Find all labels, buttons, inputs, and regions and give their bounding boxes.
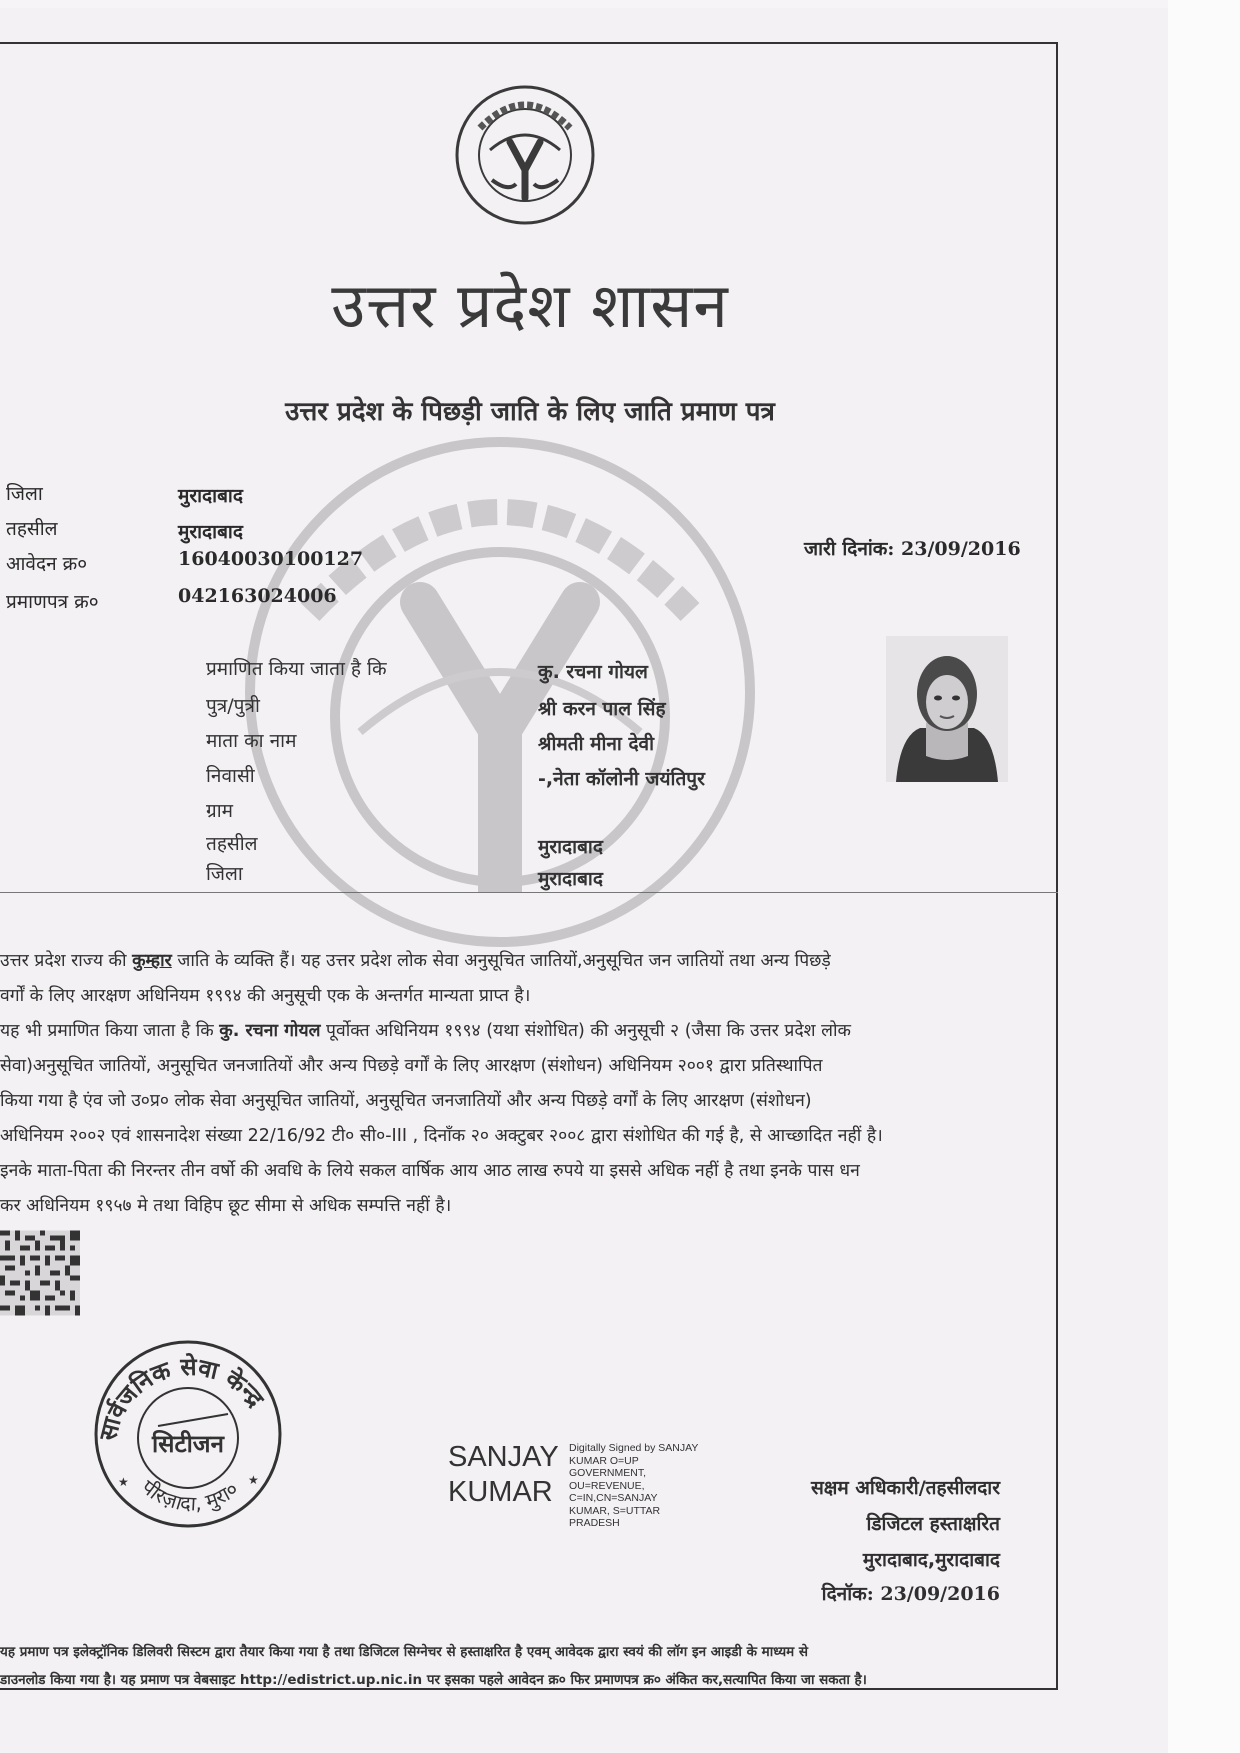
body-line: सेवा)अनुसूचित जातियों, अनुसूचित जनजातियों और अन्य पिछड़े वर्गों के लिए आरक्षण (संशोधन) अधिनियम २००१ द्वारा प्रतिस्थापित	[0, 1056, 823, 1076]
father-name: श्री करन पाल सिंह	[538, 698, 666, 720]
digital-signature-name	[448, 1440, 559, 1510]
authority-date: दिनॉक: 23/09/2016	[821, 1583, 1000, 1605]
body-text: जाति के व्यक्ति हैं। यह उत्तर प्रदेश लोक सेवा अनुसूचित जातियों,अनुसूचित जन जातियों तथा अन्य पिछड़े	[171, 951, 831, 971]
svg-text:पीरज़ादा, मुरा०	[137, 1475, 243, 1516]
field-label: तहसील	[206, 833, 258, 855]
sign-detail-line: GOVERNMENT,	[569, 1467, 647, 1479]
signer-last-name: KUMAR	[448, 1476, 553, 1508]
field-label: पुत्र/पुत्री	[206, 695, 260, 717]
certificate-number-label: प्रमाणपत्र क्र०	[6, 591, 99, 613]
field-district: मुरादाबाद	[538, 868, 603, 890]
sign-detail-line: Digitally Signed by SANJAY	[569, 1442, 699, 1454]
body-line: इनके माता-पिता की निरन्तर तीन वर्षो की अवधि के लिये सकल वार्षिक आय आठ लाख रुपये या इससे अधिक नहीं है तथा इनके पास धन	[0, 1161, 860, 1181]
application-number-value: 16040030100127	[178, 548, 364, 570]
stamp-bottom-text: पीरज़ादा, मुरा०	[137, 1474, 243, 1516]
residence: -,नेता कॉलोनी जयंतिपुर	[538, 768, 705, 790]
sign-detail-line: C=IN,CN=SANJAY	[569, 1492, 658, 1504]
application-number-label: आवेदन क्र०	[6, 553, 88, 575]
holder-name-inline: कु. रचना गोयल	[219, 1021, 321, 1041]
citizen-service-center-stamp	[88, 1334, 288, 1534]
field-label: प्रमाणित किया जाता है कि	[206, 658, 387, 680]
field-label: माता का नाम	[206, 730, 297, 752]
qr-code	[0, 1230, 80, 1316]
body-text: पूर्वोक्त अधिनियम १९९४ (यथा संशोधित) की अनुसूची २ (जैसा कि उत्तर प्रदेश लोक	[320, 1021, 851, 1041]
signer-first-name: SANJAY	[448, 1441, 559, 1473]
field-label: ग्राम	[206, 800, 233, 822]
body-line: वर्गों के लिए आरक्षण अधिनियम १९९४ की अनुसूची एक के अन्तर्गत मान्यता प्राप्त है।	[0, 986, 531, 1006]
footer-note	[0, 1638, 1058, 1694]
tehsil-value: मुरादाबाद	[178, 521, 243, 543]
field-label: जिला	[206, 863, 243, 885]
district-label: जिला	[6, 483, 43, 505]
page-title: उत्तर प्रदेश शासन	[331, 269, 729, 342]
holder-name: कु. रचना गोयल	[538, 661, 648, 683]
authority-location: मुरादाबाद,मुरादाबाद	[862, 1549, 1000, 1571]
authority-title: सक्षम अधिकारी/तहसीलदार	[810, 1477, 1000, 1499]
stamp-top-text: सार्वजनिक सेवा केन्द्र	[93, 1352, 270, 1444]
mother-name: श्रीमती मीना देवी	[538, 733, 655, 755]
svg-text:★: ★	[248, 1473, 259, 1487]
certificate-number-value: 042163024006	[178, 585, 337, 607]
sign-detail-line: KUMAR O=UP	[569, 1454, 639, 1467]
watermark-emblem	[240, 432, 760, 952]
sign-detail-line: KUMAR, S=UTTAR	[569, 1504, 661, 1517]
sign-detail-line: PRADESH	[569, 1517, 620, 1529]
certificate-subtitle: उत्तर प्रदेश के पिछड़ी जाति के लिए जाति प्रमाण पत्र	[285, 397, 775, 427]
body-line: कर अधिनियम १९५७ मे तथा विहिप छूट सीमा से अधिक सम्पत्ति नहीं है।	[0, 1196, 452, 1216]
svg-text:★: ★	[118, 1475, 129, 1489]
applicant-photo	[886, 636, 1008, 782]
body-line: किया गया है एंव जो उ०प्र० लोक सेवा अनुसूचित जातियों, अनुसूचित जनजातियों और अन्य पिछड़े वर्गों के लिए आरक्षण (संशोधन)	[0, 1091, 812, 1111]
certificate-body	[0, 944, 1050, 1224]
body-text: यह भी प्रमाणित किया जाता है कि	[0, 1021, 220, 1041]
up-government-emblem	[450, 80, 600, 230]
tehsil-label: तहसील	[6, 518, 58, 540]
stamp-center-text: सिटीजन	[152, 1430, 224, 1458]
field-label: निवासी	[206, 765, 255, 787]
sign-detail-line: OU=REVENUE,	[569, 1479, 645, 1492]
authority-digital: डिजिटल हस्ताक्षरित	[866, 1513, 1000, 1535]
caste-name: कुम्हार	[132, 951, 172, 971]
footer-line: यह प्रमाण पत्र इलेक्ट्रॉनिक डिलिवरी सिस्टम द्वारा तैयार किया गया है तथा डिजिटल सिग्नेचर से हस्ताक्षरित है एवम् आवेदक द्वारा स्वयं की लॉग इन आइडी के माध्यम से	[0, 1644, 809, 1660]
digital-signature-details	[569, 1442, 719, 1530]
body-line: अधिनियम २००२ एवं शासनादेश संख्या 22/16/92 टी० सी०-III , दिनाँक २० अक्टुबर २००८ द्वारा संशोधित की गई है, से आच्छादित नहीं है।	[0, 1126, 883, 1146]
field-tehsil: मुरादाबाद	[538, 836, 603, 858]
district-value: मुरादाबाद	[178, 485, 243, 507]
body-text: उत्तर प्रदेश राज्य की	[0, 951, 133, 971]
issue-date: जारी दिनांक: 23/09/2016	[804, 538, 1021, 560]
scan-edge	[1168, 0, 1240, 1753]
footer-line: डाउनलोड किया गया है। यह प्रमाण पत्र वेबसाइट http://edistrict.up.nic.in पर इसका पहले आवेदन क्र० फिर प्रमाणपत्र क्र० अंकित कर,सत्यापित किया जा सकता है।	[0, 1672, 867, 1688]
